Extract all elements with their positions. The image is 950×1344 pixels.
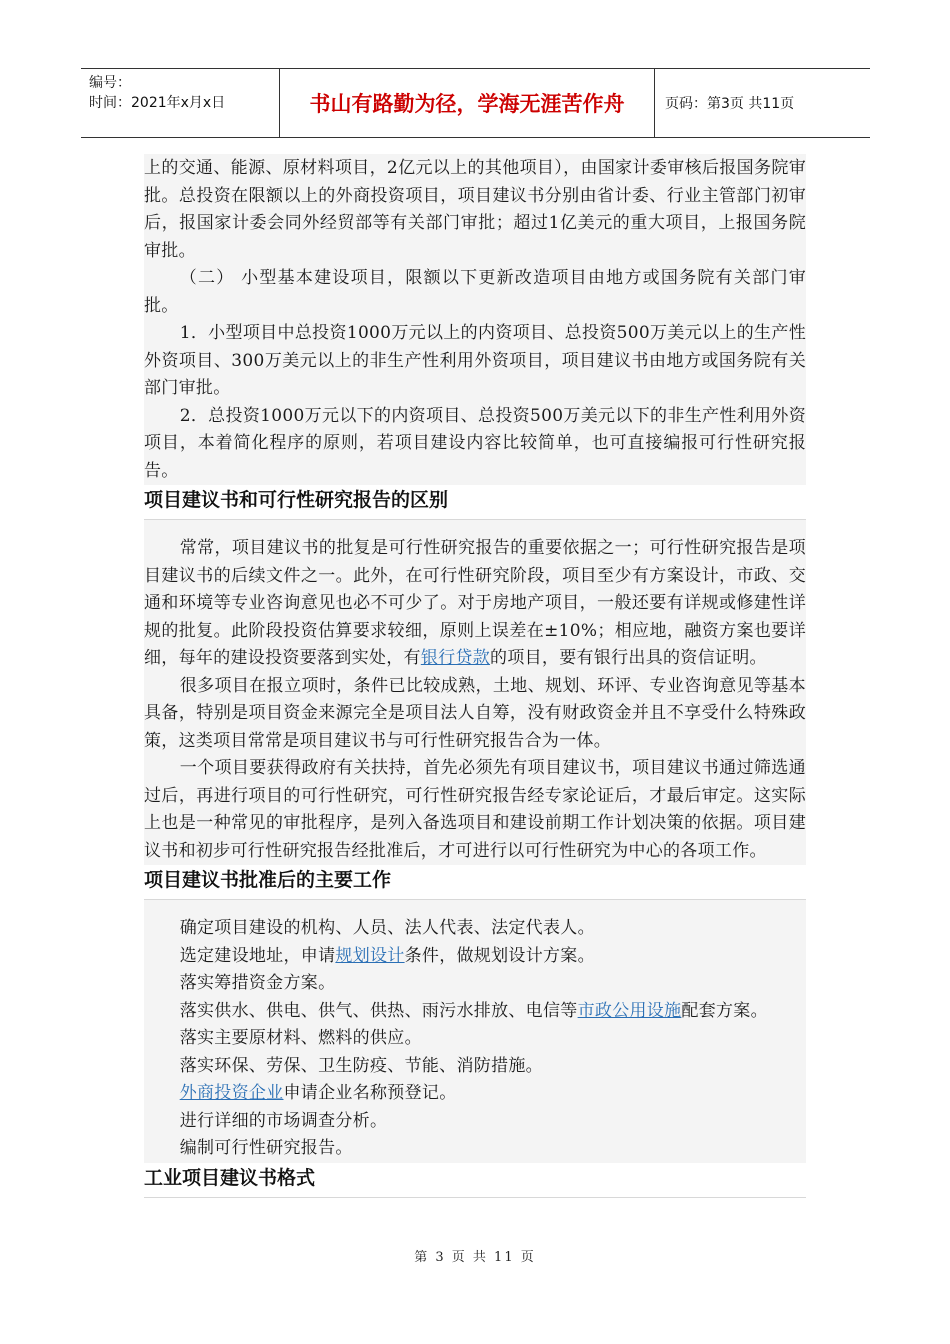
section-main-work xyxy=(144,900,806,1163)
paragraph: 1．小型项目中总投资1000万元以上的内资项目、总投资500万美元以上的生产性外资项目、300万美元以上的非生产性利用外资项目，项目建议书由地方或国务院有关部门审批。 xyxy=(144,323,806,398)
number-label: 编号： xyxy=(89,75,131,91)
list-item: 选定建设地址，申请规划设计条件，做规划设计方案。 xyxy=(179,945,595,966)
planning-design-link[interactable]: 规划设计 xyxy=(335,945,405,966)
paragraph: 很多项目在报立项时，条件已比较成熟，土地、规划、环评、专业咨询意见等基本具备，特别是项目资金来源完全是项目法人自筹，没有财政资金并且不享受什么特殊政策，这类项目常常是项目建议书与可行性研究报告合为一体。 xyxy=(144,675,806,751)
list-item: 落实主要原材料、燃料的供应。 xyxy=(179,1028,422,1048)
section-heading: 项目建议书批准后的主要工作 xyxy=(144,865,806,900)
section-heading: 工业项目建议书格式 xyxy=(144,1163,806,1198)
bank-loan-link[interactable]: 银行贷款 xyxy=(420,648,491,668)
section-difference xyxy=(144,520,806,865)
page-footer: 第 3 页 共 11 页 xyxy=(414,1250,536,1265)
list-item: 确定项目建设的机构、人员、法人代表、法定代表人。 xyxy=(179,918,595,938)
section-heading: 项目建议书和可行性研究报告的区别 xyxy=(144,485,806,520)
paragraph: 一个项目要获得政府有关扶持，首先必须先有项目建议书，项目建议书通过筛选通过后，再进行项目的可行性研究，可行性研究报告经专家论证后，才最后审定。这实际上也是一种常见的审批程序，是列入备选项目和建设前期工作计划决策的依据。项目建议书和初步可行性研究报告经批准后，才可进行以可行性研究为中心的各项工作。 xyxy=(144,758,806,861)
header-motto: 书山有路勤为径，学海无涯苦作舟 xyxy=(280,69,655,137)
header-meta xyxy=(81,69,280,137)
paragraph: （二） 小型基本建设项目，限额以下更新改造项目由地方或国务院有关部门审批。 xyxy=(144,268,806,316)
list-item: 落实环保、劳保、卫生防疫、节能、消防措施。 xyxy=(179,1055,543,1076)
foreign-enterprise-link[interactable]: 外商投资企业 xyxy=(179,1083,284,1103)
list-item: 外商投资企业申请企业名称预登记。 xyxy=(179,1083,457,1103)
document-body xyxy=(144,154,806,1198)
time-label: 时间：2021年x月x日 xyxy=(89,95,226,111)
header-page-label: 页码：第3页 共11页 xyxy=(665,96,795,112)
paragraph: 2．总投资1000万元以下的内资项目、总投资500万美元以下的非生产性利用外资项目，本着简化程序的原则，若项目建设内容比较简单，也可直接编报可行性研究报告。 xyxy=(144,405,806,481)
section-approval-continued xyxy=(144,154,806,485)
paragraph: 上的交通、能源、原材料项目，2亿元以上的其他项目），由国家计委审核后报国务院审批。总投资在限额以上的外商投资项目，项目建议书分别由省计委、行业主管部门初审后，报国家计委会同外经贸部等有关部门审批；超过1亿美元的重大项目，上报国务院审批。 xyxy=(144,158,806,261)
page-header xyxy=(81,68,870,138)
list-item: 编制可行性研究报告。 xyxy=(179,1138,353,1158)
list-item: 落实供水、供电、供气、供热、雨污水排放、电信等市政公用设施配套方案。 xyxy=(179,1000,768,1021)
paragraph: 常常，项目建议书的批复是可行性研究报告的重要依据之一；可行性研究报告是项目建议书的后续文件之一。此外，在可行性研究阶段，项目至少有方案设计，市政、交通和环境等专业咨询意见也必不可少了。对于房地产项目，一般还要有详规或修建性详规的批复。此阶段投资估算要求较细，原则上误差在±10%；相应地，融资方案也要详细，每年的建设投资要落到实处，有银行贷款的项目，要有银行出具的资信证明。 xyxy=(144,538,806,668)
municipal-facilities-link[interactable]: 市政公用设施 xyxy=(577,1000,682,1021)
list-item: 落实筹措资金方案。 xyxy=(179,973,336,993)
list-item: 进行详细的市场调查分析。 xyxy=(179,1110,388,1131)
